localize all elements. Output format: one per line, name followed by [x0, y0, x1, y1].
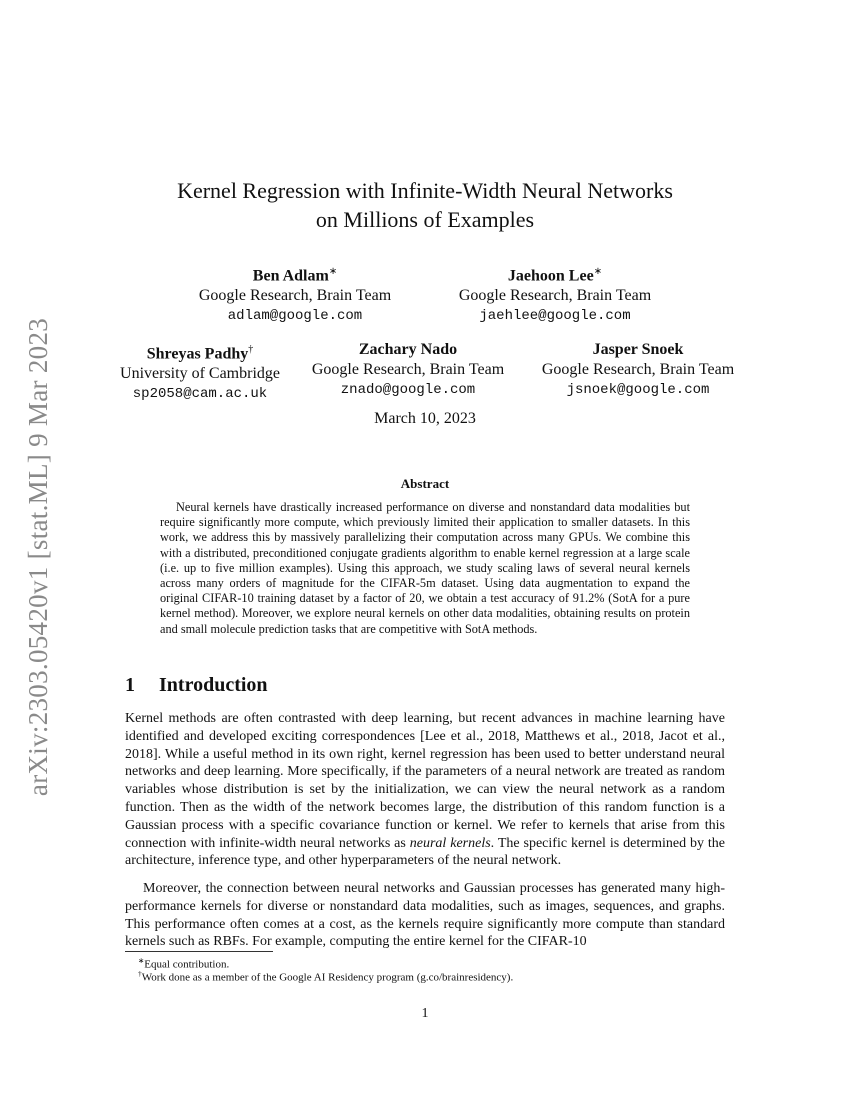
title-line-2: on Millions of Examples: [315, 207, 535, 232]
section-number: 1: [125, 674, 135, 696]
author-block: [526, 340, 750, 400]
author-name: Shreyas Padhy: [146, 345, 249, 363]
author-affiliation: Google Research, Brain Team: [541, 361, 735, 378]
section-title: Introduction: [159, 674, 268, 696]
author-name: Zachary Nado: [358, 341, 458, 358]
footnote-text: Equal contribution.: [144, 958, 230, 971]
author-email[interactable]: jsnoek@google.com: [566, 382, 710, 398]
author-block: [180, 262, 410, 326]
author-affiliation: Google Research, Brain Team: [198, 287, 392, 305]
abstract-body: Neural kernels have drastically increased performance on diverse and nonstandard data modalities but require significantly more compute, which previously limited their application to smaller datasets. In this work, we address this by massively parallelizing their computation across many GPUs. We combine this with a distributed, preconditioned conjugate gradients algorithm to enable kernel regression at a large scale (i.e. up to five million examples). Using this approach, we study scaling laws of several neural kernels across many orders of magnitude for the CIFAR-5m dataset. Using data augmentation to expand the original CIFAR-10 training dataset by a factor of 20, we obtain a test accuracy of 91.2% (SotA for a pure kernel method). Moreover, we explore neural kernels on other data modalities, obtaining results on protein and small molecule prediction tasks that are competitive with SotA methods.: [160, 500, 690, 636]
author-block: [100, 340, 300, 404]
abstract-heading: Abstract: [400, 476, 450, 491]
author-affiliation: Google Research, Brain Team: [311, 361, 505, 378]
author-affiliation: Google Research, Brain Team: [458, 287, 652, 305]
author-email[interactable]: znado@google.com: [340, 382, 476, 398]
section-heading: [125, 674, 268, 697]
footnote-text: Work done as a member of the Google AI Residency program (g.co/brainresidency).: [141, 971, 514, 984]
footnote-mark: †: [138, 969, 142, 978]
paper-title: [125, 176, 725, 234]
author-email[interactable]: adlam@google.com: [227, 308, 363, 325]
footnote: [138, 967, 738, 985]
author-mark: †: [248, 344, 254, 355]
title-line-1: Kernel Regression with Infinite-Width Neural Networks: [177, 178, 673, 203]
arxiv-identifier-stamp: arXiv:2303.05420v1 [stat.ML] 9 Mar 2023: [23, 317, 53, 797]
author-email[interactable]: jaehlee@google.com: [479, 308, 631, 325]
author-block: [440, 262, 670, 326]
author-name: Jasper Snoek: [592, 341, 684, 358]
author-name: Jaehoon Lee: [507, 267, 594, 285]
paragraph-text: . The specific kernel is determined by the architecture, inference type, and other hyperparameters of the neural network.: [125, 835, 726, 869]
author-affiliation: University of Cambridge: [120, 365, 280, 383]
author-name: Ben Adlam: [252, 267, 329, 285]
body-paragraph: Moreover, the connection between neural networks and Gaussian processes has generated many high-performance kernels for diverse or nonstandard data modalities, such as images, sequences, and graphs. This performance often comes at a cost, as the kernels require significantly more compute than standard kernels such as RBFs. For example, computing the entire kernel for the CIFAR-10: [125, 881, 725, 950]
footnote-mark: ∗: [138, 956, 145, 965]
publication-date: March 10, 2023: [374, 410, 476, 427]
page-number: 1: [421, 1006, 429, 1021]
author-block: [300, 340, 516, 400]
emphasized-term: neural kernels: [409, 835, 491, 851]
author-email[interactable]: sp2058@cam.ac.uk: [132, 386, 268, 403]
paragraph-text: Kernel methods are often contrasted with deep learning, but recent advances in machine learning have identified and developed exciting correspondences [Lee et al., 2018, Matthews et al., 2018, Jacot et al., 2018]. While a useful method in its own right, kernel regression has been used to better understand neural networks and deep learning. More specifically, if the parameters of a neural network are treated as random variables whose distribution is set by the initialization, we can view the neural network as a random function. Then as the width of the network becomes large, the distribution of this random function is a Gaussian process with a specific covariance function or kernel. We refer to kernels that arise from this connection with infinite-width neural networks as: [125, 711, 725, 851]
footnote-divider: [125, 951, 273, 952]
body-paragraph: [125, 710, 725, 870]
author-mark: ∗: [328, 266, 338, 277]
author-mark: ∗: [593, 266, 603, 277]
